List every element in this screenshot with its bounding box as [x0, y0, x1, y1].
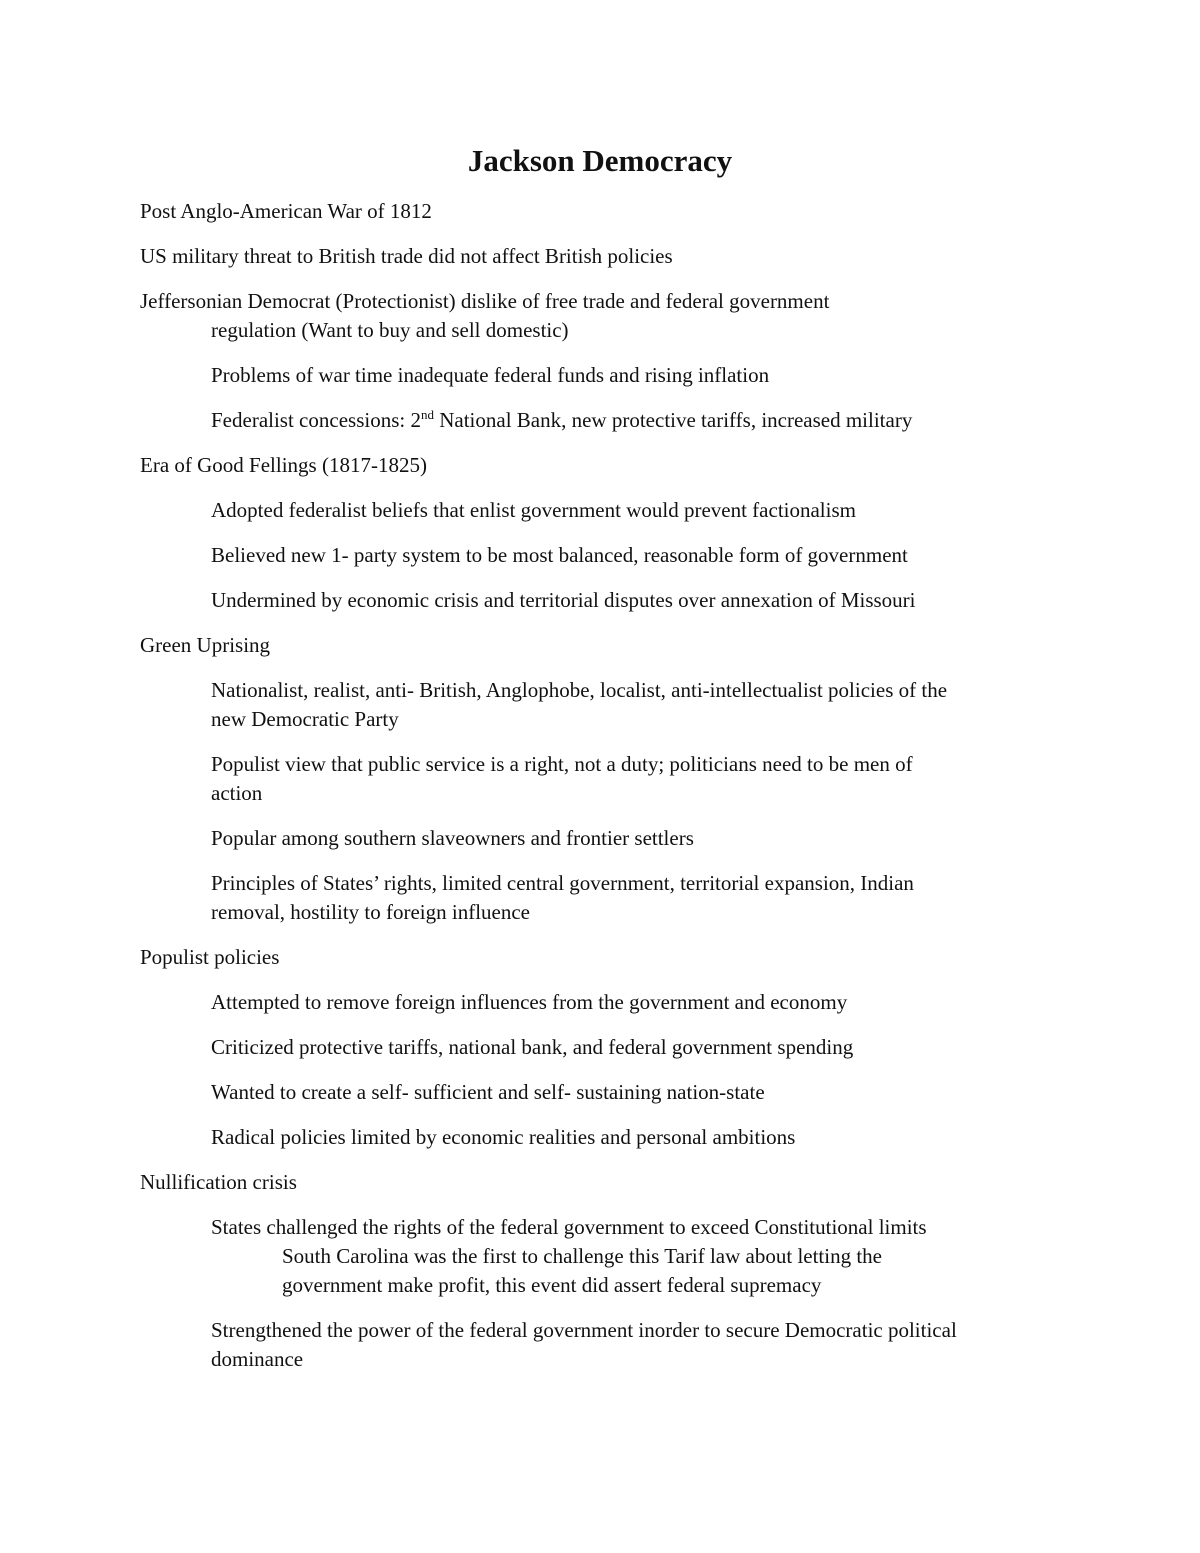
ordinal-suffix: nd [420, 407, 434, 422]
bullet-radical-policies: Radical policies limited by economic realities and personal ambitions [211, 1125, 796, 1149]
bullet-states-challenged: States challenged the rights of the federal government to exceed Constitutional limits [211, 1215, 927, 1239]
heading-jeffersonian-cont: regulation (Want to buy and sell domestic) [211, 318, 569, 342]
bullet-adopted-beliefs: Adopted federalist beliefs that enlist government would prevent factionalism [211, 498, 856, 522]
document-title: Jackson Democracy [467, 143, 733, 178]
bullet-criticized: Criticized protective tariffs, national bank, and federal government spending [211, 1035, 854, 1059]
bullet-federalist-concessions [211, 406, 912, 435]
heading-post-war: Post Anglo-American War of 1812 [140, 199, 432, 223]
bullet-principles: Principles of States’ rights, limited central government, territorial expansion, Indian [211, 871, 914, 895]
heading-green-uprising: Green Uprising [140, 633, 271, 657]
bullet-strengthened: Strengthened the power of the federal government inorder to secure Democratic political [211, 1318, 957, 1342]
bullet-remove-foreign: Attempted to remove foreign influences from the government and economy [211, 990, 848, 1014]
bullet-populist-view-cont: action [211, 781, 263, 805]
bullet-nationalist-cont: new Democratic Party [211, 707, 399, 731]
bullet-undermined: Undermined by economic crisis and territorial disputes over annexation of Missouri [211, 588, 916, 612]
bullet-principles-cont: removal, hostility to foreign influence [211, 900, 530, 924]
heading-us-military: US military threat to British trade did not affect British policies [140, 244, 673, 268]
bullet-nationalist: Nationalist, realist, anti- British, Anglophobe, localist, anti-intellectualist policies of the [211, 678, 948, 702]
subbullet-south-carolina: South Carolina was the first to challenge this Tarif law about letting the [282, 1244, 883, 1268]
bullet-populist-view: Populist view that public service is a right, not a duty; politicians need to be men of [211, 752, 913, 776]
concessions-text-end: National Bank, new protective tariffs, increased military [433, 408, 913, 432]
concessions-text-start: Federalist concessions: 2 [211, 408, 421, 432]
bullet-one-party: Believed new 1- party system to be most balanced, reasonable form of government [211, 543, 908, 567]
subbullet-south-carolina-cont: government make profit, this event did assert federal supremacy [282, 1273, 822, 1297]
heading-jeffersonian: Jeffersonian Democrat (Protectionist) dislike of free trade and federal government [140, 289, 830, 313]
heading-nullification: Nullification crisis [140, 1170, 297, 1194]
bullet-popular-among: Popular among southern slaveowners and frontier settlers [211, 826, 694, 850]
heading-era-good-feelings: Era of Good Fellings (1817-1825) [140, 453, 427, 477]
heading-populist-policies: Populist policies [140, 945, 280, 969]
bullet-strengthened-cont: dominance [211, 1347, 304, 1371]
bullet-war-problems: Problems of war time inadequate federal funds and rising inflation [211, 363, 770, 387]
bullet-self-sufficient: Wanted to create a self- sufficient and self- sustaining nation-state [211, 1080, 765, 1104]
